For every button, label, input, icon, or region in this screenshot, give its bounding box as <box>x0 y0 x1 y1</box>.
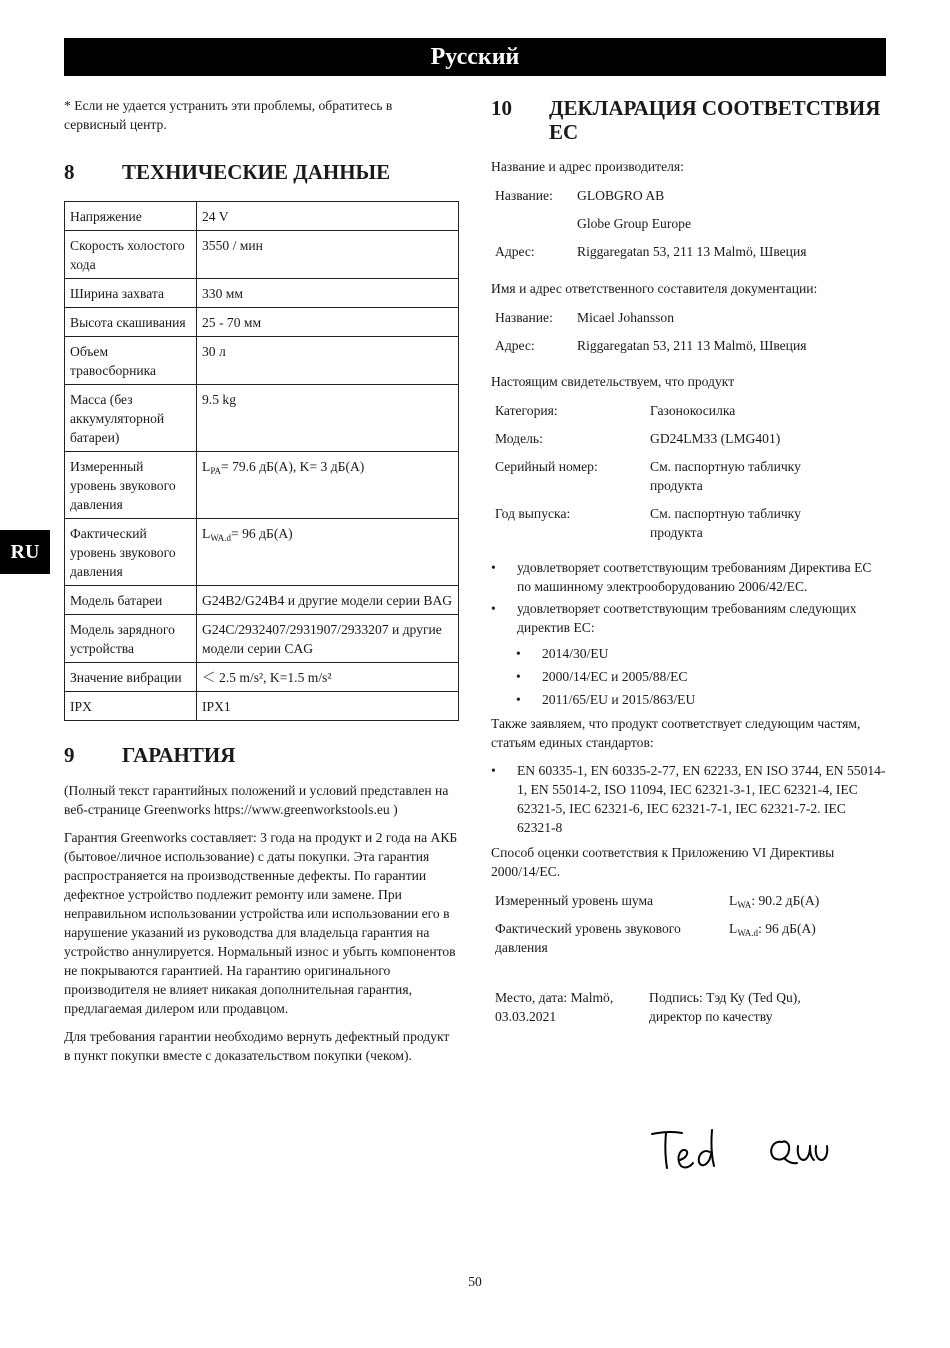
doc-person-name: Micael Johansson <box>577 310 675 325</box>
spec-value: 9.5 kg <box>197 385 459 452</box>
handwritten-signature <box>648 1120 838 1184</box>
spec-key: Измеренный уровень звукового давления <box>65 452 197 519</box>
left-column <box>64 96 458 1065</box>
compliance-item: • удовлетворяет соответствующим требованиям Директива ЕС по машинному электрооборудованию 2006/42/EC. <box>491 558 886 596</box>
signature-line: Подпись: Тэд Ку (Ted Qu), директор по качеству <box>649 990 801 1024</box>
spec-row <box>65 663 459 692</box>
section-title: ТЕХНИЧЕСКИЕ ДАННЫЕ <box>122 160 391 184</box>
standards-list <box>491 761 886 837</box>
right-column <box>491 96 886 1026</box>
spec-row <box>65 308 459 337</box>
place-date: Место, дата: Malmö, 03.03.2021 <box>495 990 614 1024</box>
doc-person-address: Riggaregatan 53, 211 13 Malmö, Швеция <box>577 338 807 353</box>
value-symbol: L <box>729 893 738 908</box>
doc-intro: Имя и адрес ответственного составителя документации: <box>491 281 818 296</box>
product-table <box>491 401 850 551</box>
assessment-method: Способ оценки соответствия к Приложению VI Директивы 2000/14/EC. <box>491 845 835 879</box>
spec-row <box>65 231 459 279</box>
spec-value <box>197 519 459 586</box>
name-label: Название: <box>495 188 553 203</box>
noise-table <box>491 891 819 966</box>
address-label: Адрес: <box>495 244 535 259</box>
language-banner: Русский <box>64 38 886 76</box>
doc-person-table <box>491 308 807 364</box>
product-row <box>491 457 850 504</box>
product-key: Модель: <box>495 431 543 446</box>
spec-row <box>65 337 459 385</box>
signature-block <box>491 988 886 1026</box>
address-label: Адрес: <box>495 338 535 353</box>
spec-key: Модель зарядного устройства <box>65 615 197 663</box>
value-subscript: PA <box>210 466 221 476</box>
page-number: 50 <box>468 1274 482 1289</box>
section-number: 10 <box>491 96 512 120</box>
directive-item: • 2000/14/EC и 2005/88/EC <box>516 667 886 686</box>
value-subscript: WA <box>737 900 752 910</box>
spec-value <box>197 452 459 519</box>
spec-key: Напряжение <box>65 202 197 231</box>
value-rest: = 79.6 дБ(A), K= 3 дБ(A) <box>221 459 365 474</box>
value-rest: = 96 дБ(A) <box>231 526 293 541</box>
spec-row <box>65 385 459 452</box>
language-side-tab: RU <box>0 530 50 574</box>
value-symbol: L <box>202 526 211 541</box>
spec-value: 3550 / мин <box>197 231 459 279</box>
spec-key: IPX <box>65 692 197 721</box>
name-label: Название: <box>495 310 553 325</box>
spec-row <box>65 586 459 615</box>
spec-key: Масса (без аккумуляторной батареи) <box>65 385 197 452</box>
spec-value: 24 V <box>197 202 459 231</box>
product-key: Год выпуска: <box>495 506 571 521</box>
spec-key: Фактический уровень звукового давления <box>65 519 197 586</box>
spec-row <box>65 692 459 721</box>
directive-item: • 2011/65/EU и 2015/863/EU <box>516 690 886 709</box>
spec-key: Скорость холостого хода <box>65 231 197 279</box>
certify-statement: Настоящим свидетельствуем, что продукт <box>491 374 735 389</box>
product-value: GD24LM33 (LMG401) <box>650 431 781 446</box>
noise-row <box>491 919 819 966</box>
spec-value: G24B2/G24B4 и другие модели серии BAG <box>197 586 459 615</box>
tech-data-table <box>64 201 459 721</box>
standards-intro: Также заявляем, что продукт соответствует следующим частям, статьям единых стандартов: <box>491 716 861 750</box>
value-subscript: WA.d <box>210 533 232 543</box>
product-value: См. паспортную табличку продукта <box>650 506 801 540</box>
value-symbol: L <box>729 921 738 936</box>
product-key: Категория: <box>495 403 558 418</box>
spec-key: Модель батареи <box>65 586 197 615</box>
spec-value: ＜ 2.5 m/s², K=1.5 m/s² <box>197 663 459 692</box>
value-symbol: L <box>202 459 211 474</box>
spec-value: G24C/2932407/2931907/2933207 и другие модели серии CAG <box>197 615 459 663</box>
spec-row <box>65 279 459 308</box>
section-title: ДЕКЛАРАЦИЯ СООТВЕТСТВИЯ ЕС <box>549 96 881 144</box>
spec-row <box>65 202 459 231</box>
product-key: Серийный номер: <box>495 459 598 474</box>
product-row <box>491 429 850 457</box>
product-row <box>491 504 850 551</box>
directive-item: • 2014/30/EU <box>516 644 886 663</box>
manufacturer-address: Riggaregatan 53, 211 13 Malmö, Швеция <box>577 244 807 259</box>
manufacturer-table <box>491 186 807 270</box>
spec-row <box>65 452 459 519</box>
value-rest: : 90.2 дБ(A) <box>751 893 820 908</box>
section-number: 8 <box>64 160 75 184</box>
compliance-item: • удовлетворяет соответствующим требованиям следующих директив ЕС: <box>491 599 886 637</box>
product-row <box>491 401 850 429</box>
section-title: ГАРАНТИЯ <box>122 743 236 767</box>
warranty-terms: Гарантия Greenworks составляет: 3 года на продукт и 2 года на АКБ (бытовое/личное использование) с даты покупки. Эта гарантия распространяется на производственные дефекты. По гарантии дефектное устройство подлежит ремонту или замене. При неправильном использовании устройства или использовании его в нарушение указаний из руководства для владельца гарантия на устройство аннулируется. Нормальный износ и убыть компонентов не покрываются гарантией. На гарантию оригинального производителя не влияет никакая дополнительная гарантия, предлагаемая дилером или продавцом. <box>64 830 458 1016</box>
spec-key: Объем травосборника <box>65 337 197 385</box>
compliance-list <box>491 558 886 637</box>
value-rest: : 96 дБ(A) <box>758 921 816 936</box>
value-subscript: WA.d <box>737 928 759 938</box>
warranty-claim: Для требования гарантии необходимо вернуть дефектный продукт в пункт покупки вместе с доказательством покупки (чеком). <box>64 1029 450 1063</box>
noise-key: Фактический уровень звукового давления <box>495 921 681 955</box>
manufacturer-name-2: Globe Group Europe <box>577 216 692 231</box>
noise-value <box>725 919 819 966</box>
product-value: См. паспортную табличку продукта <box>650 459 801 493</box>
spec-key: Высота скашивания <box>65 308 197 337</box>
spec-row <box>65 615 459 663</box>
service-note: * Если не удается устранить эти проблемы, обратитесь в сервисный центр. <box>64 98 393 132</box>
spec-value: 330 мм <box>197 279 459 308</box>
noise-key: Измеренный уровень шума <box>495 893 654 908</box>
standards-item: • EN 60335-1, EN 60335-2-77, EN 62233, EN ISO 3744, EN 55014-1, EN 55014-2, ISO 11094, IEC 62321-3-1, IEC 62321-4, IEC 62321-5, IEC 62321-6, IEC 62321-7-1, IEC 62321-7-2. IEC 62321-8 <box>491 761 886 837</box>
manufacturer-name: GLOBGRO AB <box>577 188 665 203</box>
section-8-heading <box>64 160 458 184</box>
product-value: Газонокосилка <box>650 403 736 418</box>
directive-list <box>491 644 886 709</box>
spec-key: Значение вибрации <box>65 663 197 692</box>
section-9-heading <box>64 743 458 767</box>
section-10-heading <box>491 96 886 144</box>
spec-value: 30 л <box>197 337 459 385</box>
spec-value: 25 - 70 мм <box>197 308 459 337</box>
noise-value <box>725 891 819 919</box>
warranty-link-note: (Полный текст гарантийных положений и условий представлен на веб-странице Greenworks https://www.greenworkstools.eu ) <box>64 783 449 817</box>
spec-key: Ширина захвата <box>65 279 197 308</box>
noise-row <box>491 891 819 919</box>
manufacturer-intro: Название и адрес производителя: <box>491 159 684 174</box>
section-number: 9 <box>64 743 75 767</box>
spec-row <box>65 519 459 586</box>
spec-value: IPX1 <box>197 692 459 721</box>
